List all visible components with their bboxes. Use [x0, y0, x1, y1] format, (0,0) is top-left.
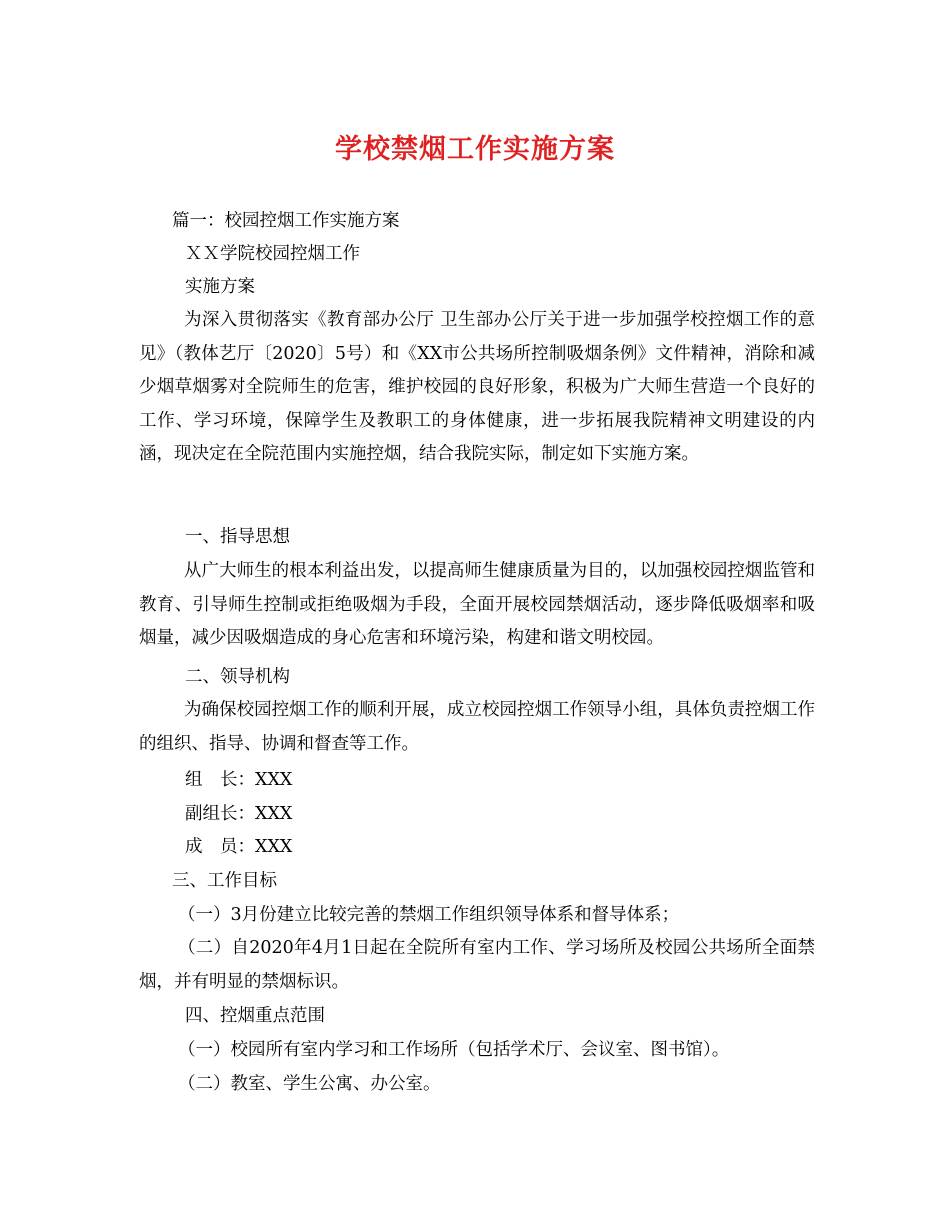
heading-leadership: 二、领导机构 — [185, 667, 290, 687]
leader-line: 组 长：XXX — [185, 770, 293, 790]
deputy-leader-line: 副组长：XXX — [185, 804, 293, 824]
key-area-item-1: （一）校园所有室内学习和工作场所（包括学术厅、会议室、图书馆）。 — [178, 1040, 730, 1060]
leadership-paragraph: 为确保校园控烟工作的顺利开展，成立校园控烟工作领导小组，具体负责控烟工作的组织、指导、协调和督查等工作。 — [139, 700, 815, 754]
heading-guiding-ideology: 一、指导思想 — [185, 527, 290, 547]
document-title: 学校禁烟工作实施方案 — [335, 134, 615, 165]
org-name-line: ＸＸ学院校园控烟工作 — [185, 244, 360, 264]
heading-key-areas: 四、控烟重点范围 — [185, 1006, 325, 1026]
member-line: 成 员：XXX — [185, 837, 293, 857]
heading-work-goals: 三、工作目标 — [172, 871, 277, 891]
intro-paragraph: 为深入贯彻落实《教育部办公厅 卫生部办公厅关于进一步加强学校控烟工作的意见》（教体艺厅〔2020〕5号）和《XX市公共场所控制吸烟条例》文件精神，消除和减少烟草烟雾对全院师生的危害，维护校园的良好形象，积极为广大师生营造一个良好的工作、学习环境，保障学生及教职工的身体健康，进一步拓展我院精神文明建设的内涵，现决定在全院范围内实施控烟，结合我院实际，制定如下实施方案。 — [139, 310, 815, 464]
goal-item-1: （一）3月份建立比较完善的禁烟工作组织领导体系和督导体系； — [178, 905, 680, 925]
guiding-ideology-paragraph: 从广大师生的根本利益出发，以提高师生健康质量为目的，以加强校园控烟监管和教育、引导师生控制或拒绝吸烟为手段，全面开展校园禁烟活动，逐步降低吸烟率和吸烟量，减少因吸烟造成的身心危害和环境污染，构建和谐文明校园。 — [139, 561, 815, 648]
section-heading-part-one: 篇一：校园控烟工作实施方案 — [172, 211, 400, 231]
plan-label-line: 实施方案 — [185, 277, 255, 297]
key-area-item-2: （二）教室、学生公寓、办公室。 — [178, 1074, 441, 1094]
goal-item-2: （二）自2020年4月1日起在全院所有室内工作、学习场所及校园公共场所全面禁烟，并有明显的禁烟标识。 — [139, 938, 815, 992]
